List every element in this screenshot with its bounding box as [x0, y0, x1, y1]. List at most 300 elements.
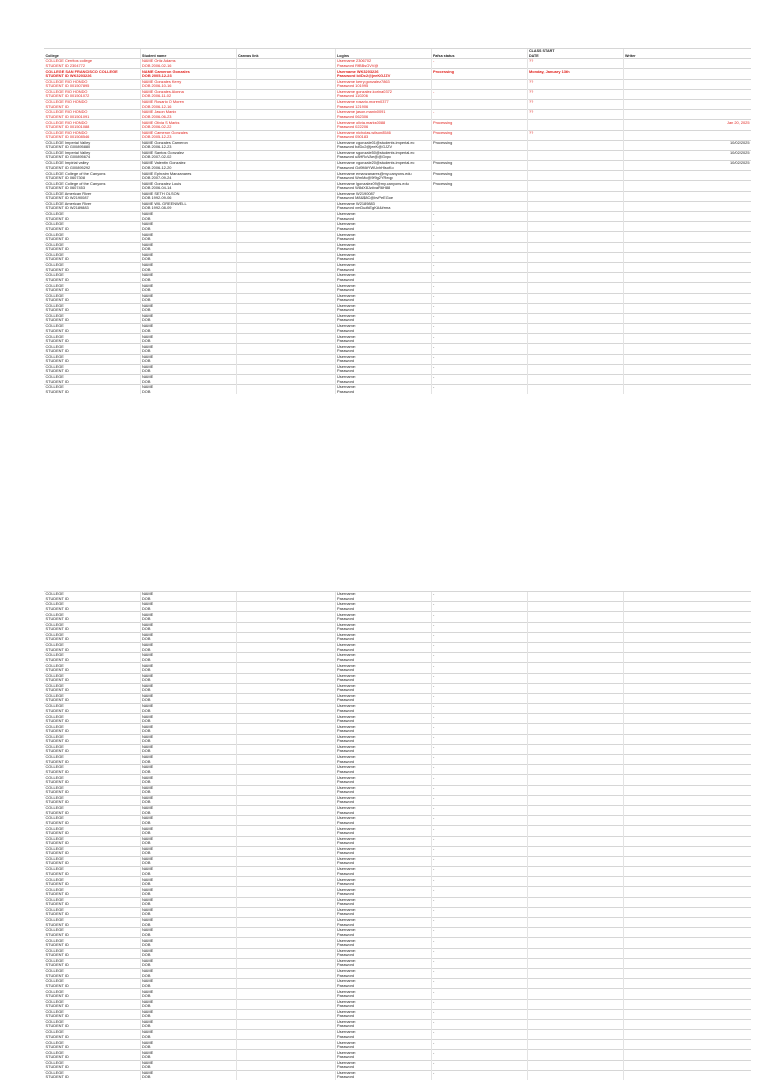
logins-cell-line: Username: — [337, 231, 357, 237]
logins-cell — [335, 856, 431, 866]
college-cell — [44, 805, 140, 815]
table-row — [44, 324, 751, 334]
canvas-link-cell — [236, 79, 335, 89]
student-cell-line: NAME — [142, 611, 154, 617]
logins-cell — [335, 642, 431, 652]
class-start-cell — [527, 324, 623, 334]
logins-cell-line: Password RfBBsGVV@ — [337, 62, 379, 68]
college-cell-line: COLLEGE — [45, 1060, 64, 1065]
college-cell-line: STUDENT ID 0607308 — [45, 174, 86, 180]
student-cell — [140, 979, 236, 989]
logins-cell-line: Username: — [337, 713, 357, 719]
status-cell-line: - — [433, 744, 435, 750]
logins-cell-line: Password — [337, 368, 355, 374]
table-row — [44, 979, 751, 989]
college-cell-line: COLLEGE College of the Canyons — [45, 170, 106, 176]
writer-cell — [623, 704, 751, 714]
student-cell-line: NAME — [142, 601, 154, 607]
class-start-cell — [527, 354, 623, 364]
college-cell-line: COLLEGE Imperial Valley — [45, 140, 91, 145]
writer-cell — [623, 283, 751, 293]
student-cell-line: DOB 2006-04-14 — [142, 185, 172, 191]
college-cell — [44, 734, 140, 744]
status-cell-line: - — [433, 713, 435, 719]
student-cell-line: NAME — [142, 221, 154, 227]
student-cell-line: NAME — [142, 293, 154, 298]
college-cell-line: STUDENT ID — [45, 728, 69, 734]
college-cell — [44, 948, 140, 958]
student-cell-line: NAME — [142, 754, 154, 760]
writer-cell-line: Jan 20, 2025 — [727, 119, 750, 125]
college-cell — [44, 632, 140, 642]
writer-cell — [623, 181, 751, 191]
college-cell — [44, 755, 140, 765]
status-cell — [431, 958, 527, 968]
table-row — [44, 1009, 751, 1019]
college-cell-line: STUDENT ID — [45, 941, 69, 947]
status-cell-line: - — [433, 836, 435, 841]
student-cell-line: NAME — [142, 764, 154, 770]
canvas-link-cell — [236, 989, 335, 999]
writer-cell — [623, 375, 751, 385]
student-cell — [140, 89, 236, 99]
college-cell-line: COLLEGE RIO HONDO — [45, 130, 88, 135]
student-cell-line: NAME — [142, 734, 154, 739]
college-cell-line: STUDENT ID — [45, 697, 69, 703]
student-cell-line: NAME — [142, 673, 154, 678]
college-cell-line: STUDENT ID — [45, 368, 69, 374]
college-cell-line: STUDENT ID — [45, 225, 69, 231]
writer-cell — [623, 826, 751, 836]
college-cell-line: STUDENT ID — [45, 297, 69, 303]
logins-cell-line: Password — [337, 595, 355, 601]
student-cell — [140, 805, 236, 815]
status-cell — [431, 765, 527, 775]
writer-cell — [623, 999, 751, 1009]
status-cell — [431, 69, 527, 79]
student-cell-line: NAME — [142, 252, 154, 258]
student-cell — [140, 755, 236, 765]
college-cell-line: STUDENT ID W2190087 — [45, 195, 89, 201]
writer-cell — [623, 775, 751, 785]
student-cell-line: DOB 1992-08-09 — [142, 205, 172, 211]
writer-cell — [623, 69, 751, 79]
college-cell-line: STUDENT ID — [45, 911, 69, 917]
student-cell — [140, 632, 236, 642]
logins-cell-line: Username sgonzale50@students.imperial.ec — [337, 150, 415, 156]
student-cell — [140, 334, 236, 344]
student-cell-line: NAME — [142, 805, 154, 811]
student-cell-line: NAME — [142, 1039, 154, 1045]
student-cell-line: DOB — [142, 992, 151, 998]
logins-cell — [335, 273, 431, 283]
logins-cell-line: Username: — [337, 856, 357, 862]
student-cell-line: DOB — [142, 225, 151, 231]
class-start-cell — [527, 303, 623, 313]
table-row — [44, 212, 751, 222]
logins-cell-line: Password u8HRcVAe@@Gvpc — [337, 154, 392, 160]
student-cell — [140, 928, 236, 938]
student-cell — [140, 836, 236, 846]
student-cell — [140, 69, 236, 79]
college-cell-line: STUDENT ID — [45, 266, 69, 272]
logins-cell-line: Username: — [337, 764, 357, 770]
logins-cell-line: Username: — [337, 1049, 357, 1055]
student-cell-line: DOB — [142, 789, 151, 795]
college-cell-line: STUDENT ID G00895292 — [45, 164, 91, 170]
table-row — [44, 140, 751, 150]
logins-cell-line: Password — [337, 891, 355, 897]
status-cell-line: Processing — [433, 160, 453, 166]
college-cell-line: COLLEGE — [45, 601, 64, 607]
college-cell — [44, 979, 140, 989]
college-cell-line: COLLEGE — [45, 937, 64, 943]
canvas-link-cell — [236, 242, 335, 252]
student-cell — [140, 693, 236, 703]
college-cell — [44, 1019, 140, 1029]
college-cell — [44, 602, 140, 612]
college-cell-line: STUDENT ID 001507895 — [45, 83, 90, 89]
logins-cell-line: Password — [337, 707, 355, 713]
logins-cell — [335, 867, 431, 877]
status-cell-line: - — [433, 907, 435, 913]
student-cell-line: DOB — [142, 707, 151, 713]
student-cell-line: DOB — [142, 327, 151, 333]
writer-cell — [623, 273, 751, 283]
college-cell-line: COLLEGE — [45, 611, 64, 617]
status-cell — [431, 110, 527, 120]
college-cell — [44, 120, 140, 130]
student-cell-line: NAME — [142, 846, 154, 851]
college-cell-line: STUDENT ID — [45, 768, 69, 774]
table-row — [44, 683, 751, 693]
table-row — [44, 642, 751, 652]
status-cell — [431, 1040, 527, 1050]
logins-cell — [335, 1070, 431, 1080]
writer-cell — [623, 344, 751, 354]
table-row — [44, 785, 751, 795]
logins-cell-line: Password — [337, 388, 355, 394]
canvas-link-cell — [236, 344, 335, 354]
class-start-cell — [527, 89, 623, 99]
class-start-cell — [527, 867, 623, 877]
class-start-cell — [527, 1009, 623, 1019]
logins-cell — [335, 222, 431, 232]
table-row — [44, 734, 751, 744]
logins-cell-line: Username: — [337, 723, 357, 729]
logins-cell — [335, 632, 431, 642]
student-cell-line: NAME — [142, 897, 154, 902]
writer-cell — [623, 1050, 751, 1060]
table-row — [44, 1040, 751, 1050]
canvas-link-cell — [236, 161, 335, 171]
writer-cell — [623, 907, 751, 917]
canvas-link-cell — [236, 1050, 335, 1060]
logins-cell-line: Username W2190087 — [337, 191, 375, 196]
writer-cell — [623, 897, 751, 907]
canvas-link-cell — [236, 334, 335, 344]
college-cell — [44, 1060, 140, 1070]
college-cell — [44, 612, 140, 622]
writer-cell — [623, 354, 751, 364]
logins-cell-line: Username: — [337, 673, 357, 678]
writer-cell — [623, 928, 751, 938]
status-cell-line: - — [433, 282, 435, 288]
logins-cell — [335, 948, 431, 958]
college-cell-line: COLLEGE RIO HONDO — [45, 109, 88, 115]
status-cell-line: - — [433, 354, 435, 359]
header-logins: Logins — [335, 49, 431, 59]
student-cell — [140, 714, 236, 724]
student-cell — [140, 663, 236, 673]
logins-cell-line: Username: — [337, 252, 357, 258]
college-cell-line: COLLEGE — [45, 662, 64, 668]
table-row — [44, 836, 751, 846]
student-cell-line: NAME — [142, 723, 154, 729]
writer-cell — [623, 140, 751, 150]
status-cell-line: - — [433, 272, 435, 278]
student-cell — [140, 242, 236, 252]
status-cell — [431, 836, 527, 846]
table-row — [44, 989, 751, 999]
student-cell-line: DOB — [142, 307, 151, 313]
logins-cell-line: Username: — [337, 937, 357, 943]
logins-cell — [335, 364, 431, 374]
class-start-cell — [527, 693, 623, 703]
college-cell-line: STUDENT ID — [45, 748, 69, 754]
logins-cell-line: Username rosario.moren0377 — [337, 99, 389, 105]
college-cell-line: STUDENT ID — [45, 717, 69, 723]
student-cell-line: NAME Gonzales Alonna — [142, 89, 184, 95]
table-row — [44, 877, 751, 887]
status-cell-line: - — [433, 825, 435, 831]
status-cell-line: - — [433, 242, 435, 247]
table-row — [44, 714, 751, 724]
class-start-cell — [527, 785, 623, 795]
college-cell-line: COLLEGE — [45, 1070, 64, 1076]
college-cell-line: STUDENT ID — [45, 378, 69, 384]
class-start-cell — [527, 140, 623, 150]
logins-cell — [335, 232, 431, 242]
status-cell — [431, 140, 527, 150]
logins-cell-line: Username: — [337, 897, 357, 902]
class-start-cell — [527, 795, 623, 805]
class-start-cell — [527, 1030, 623, 1040]
college-cell-line: COLLEGE — [45, 907, 64, 913]
student-cell-line: NAME — [142, 384, 154, 390]
status-cell-line: - — [433, 252, 435, 258]
canvas-link-cell — [236, 867, 335, 877]
table-row — [44, 120, 751, 130]
writer-cell — [623, 232, 751, 242]
student-cell-line: NAME — [142, 1070, 154, 1076]
college-cell-line: STUDENT ID W2189883 — [45, 205, 89, 211]
logins-cell-line: Username: — [337, 313, 357, 319]
student-cell-line: DOB — [142, 358, 151, 364]
college-cell-line: STUDENT ID — [45, 972, 69, 978]
student-cell-line: DOB — [142, 799, 151, 805]
logins-cell-line: Password — [337, 337, 355, 343]
college-cell — [44, 273, 140, 283]
logins-cell-line: Username 2306702 — [337, 58, 372, 64]
student-cell-line: DOB 1992-09-06 — [142, 195, 172, 201]
college-cell — [44, 877, 140, 887]
college-cell — [44, 59, 140, 69]
college-cell-line: COLLEGE — [45, 876, 64, 882]
table-row — [44, 130, 751, 140]
student-cell — [140, 150, 236, 160]
class-start-cell — [527, 816, 623, 826]
status-cell — [431, 191, 527, 201]
college-cell — [44, 867, 140, 877]
writer-cell — [623, 673, 751, 683]
logins-cell — [335, 795, 431, 805]
writer-cell — [623, 242, 751, 252]
college-cell-line: STUDENT ID — [45, 840, 69, 846]
table-row — [44, 928, 751, 938]
status-cell-line: - — [433, 303, 435, 308]
logins-cell-line: Password — [337, 717, 355, 723]
logins-cell-line: Username: — [337, 272, 357, 278]
college-cell-line: COLLEGE — [45, 673, 64, 678]
college-cell — [44, 673, 140, 683]
class-start-cell — [527, 375, 623, 385]
status-cell-line: - — [433, 764, 435, 770]
logins-cell-line: Password — [337, 256, 355, 262]
logins-cell — [335, 1019, 431, 1029]
canvas-link-cell — [236, 602, 335, 612]
writer-cell-line: 10/02/2025 — [730, 160, 750, 166]
status-cell-line: Processing — [433, 119, 453, 125]
student-cell-line: DOB — [142, 952, 151, 958]
college-cell — [44, 252, 140, 262]
class-start-cell — [527, 755, 623, 765]
canvas-link-cell — [236, 303, 335, 313]
logins-cell-line: Username: — [337, 693, 357, 699]
college-cell — [44, 744, 140, 754]
logins-cell-line: Username nicholas.wilson8546 — [337, 130, 391, 135]
student-cell-line: DOB — [142, 758, 151, 764]
writer-cell — [623, 1040, 751, 1050]
college-cell — [44, 907, 140, 917]
logins-cell — [335, 836, 431, 846]
student-cell — [140, 222, 236, 232]
logins-cell-line: Username: — [337, 293, 357, 298]
logins-cell-line: Password — [337, 235, 355, 241]
logins-cell-line: Password — [337, 840, 355, 846]
logins-cell-line: Username: — [337, 886, 357, 892]
college-cell-line: COLLEGE — [45, 825, 64, 831]
canvas-link-cell — [236, 816, 335, 826]
table-row — [44, 999, 751, 1009]
college-cell — [44, 795, 140, 805]
logins-cell-line: Password xmDu#kEgKA4#rma — [337, 205, 391, 211]
status-cell — [431, 734, 527, 744]
student-cell-line: NAME — [142, 937, 154, 943]
student-cell — [140, 324, 236, 334]
college-cell — [44, 1070, 140, 1080]
status-cell — [431, 673, 527, 683]
status-cell-line: - — [433, 1019, 435, 1025]
college-cell — [44, 1009, 140, 1019]
student-cell — [140, 999, 236, 1009]
writer-cell — [623, 795, 751, 805]
logins-cell — [335, 887, 431, 897]
canvas-link-cell — [236, 1009, 335, 1019]
status-cell — [431, 938, 527, 948]
college-cell — [44, 887, 140, 897]
logins-cell — [335, 612, 431, 622]
student-cell — [140, 744, 236, 754]
logins-cell-line: Username: — [337, 805, 357, 811]
status-cell-line: - — [433, 211, 435, 217]
logins-cell-line: Password — [337, 748, 355, 754]
class-start-cell — [527, 1050, 623, 1060]
logins-cell-line: Username emanzanares@my.canyons.edu — [337, 170, 412, 176]
logins-cell-line: Username: — [337, 968, 357, 974]
student-cell — [140, 191, 236, 201]
logins-cell — [335, 755, 431, 765]
student-cell — [140, 130, 236, 140]
canvas-link-cell — [236, 673, 335, 683]
class-start-cell — [527, 59, 623, 69]
logins-cell-line: Username: — [337, 591, 357, 597]
student-cell-line: DOB — [142, 246, 151, 252]
status-cell — [431, 622, 527, 632]
logins-cell — [335, 252, 431, 262]
canvas-link-cell — [236, 683, 335, 693]
college-cell — [44, 938, 140, 948]
logins-cell — [335, 262, 431, 272]
canvas-link-cell — [236, 765, 335, 775]
student-cell-line: NAME — [142, 703, 154, 709]
student-cell-line: DOB — [142, 646, 151, 652]
college-cell-line: COLLEGE — [45, 927, 64, 933]
logins-cell-line: Password — [337, 358, 355, 364]
canvas-link-cell — [236, 181, 335, 191]
college-cell — [44, 765, 140, 775]
class-start-cell — [527, 110, 623, 120]
logins-cell — [335, 897, 431, 907]
college-cell-line: COLLEGE — [45, 293, 64, 298]
writer-cell — [623, 755, 751, 765]
student-cell — [140, 252, 236, 262]
class-start-cell — [527, 602, 623, 612]
college-cell-line: STUDENT ID — [45, 235, 69, 241]
logins-cell — [335, 744, 431, 754]
writer-cell — [623, 1070, 751, 1080]
student-cell-line: DOB — [142, 697, 151, 703]
logins-cell-line: Password — [337, 1054, 355, 1060]
status-cell-line: - — [433, 591, 435, 597]
student-cell-line: NAME — [142, 968, 154, 974]
status-cell-line: Processing — [433, 68, 454, 74]
writer-cell — [623, 642, 751, 652]
logins-cell — [335, 150, 431, 160]
logins-cell — [335, 673, 431, 683]
logins-cell-line: Password 101995 — [337, 83, 369, 89]
college-cell-line: COLLEGE College of the Canyons — [45, 180, 106, 186]
student-cell — [140, 375, 236, 385]
class-start-cell — [527, 704, 623, 714]
student-cell-line: DOB — [142, 605, 151, 611]
table-row — [44, 344, 751, 354]
logins-cell-line: Password M8&$8C@bvPeEGoe — [337, 195, 394, 201]
canvas-link-cell — [236, 785, 335, 795]
logins-cell — [335, 938, 431, 948]
student-cell — [140, 161, 236, 171]
student-cell-line: NAME SETH OLSON — [142, 191, 180, 196]
